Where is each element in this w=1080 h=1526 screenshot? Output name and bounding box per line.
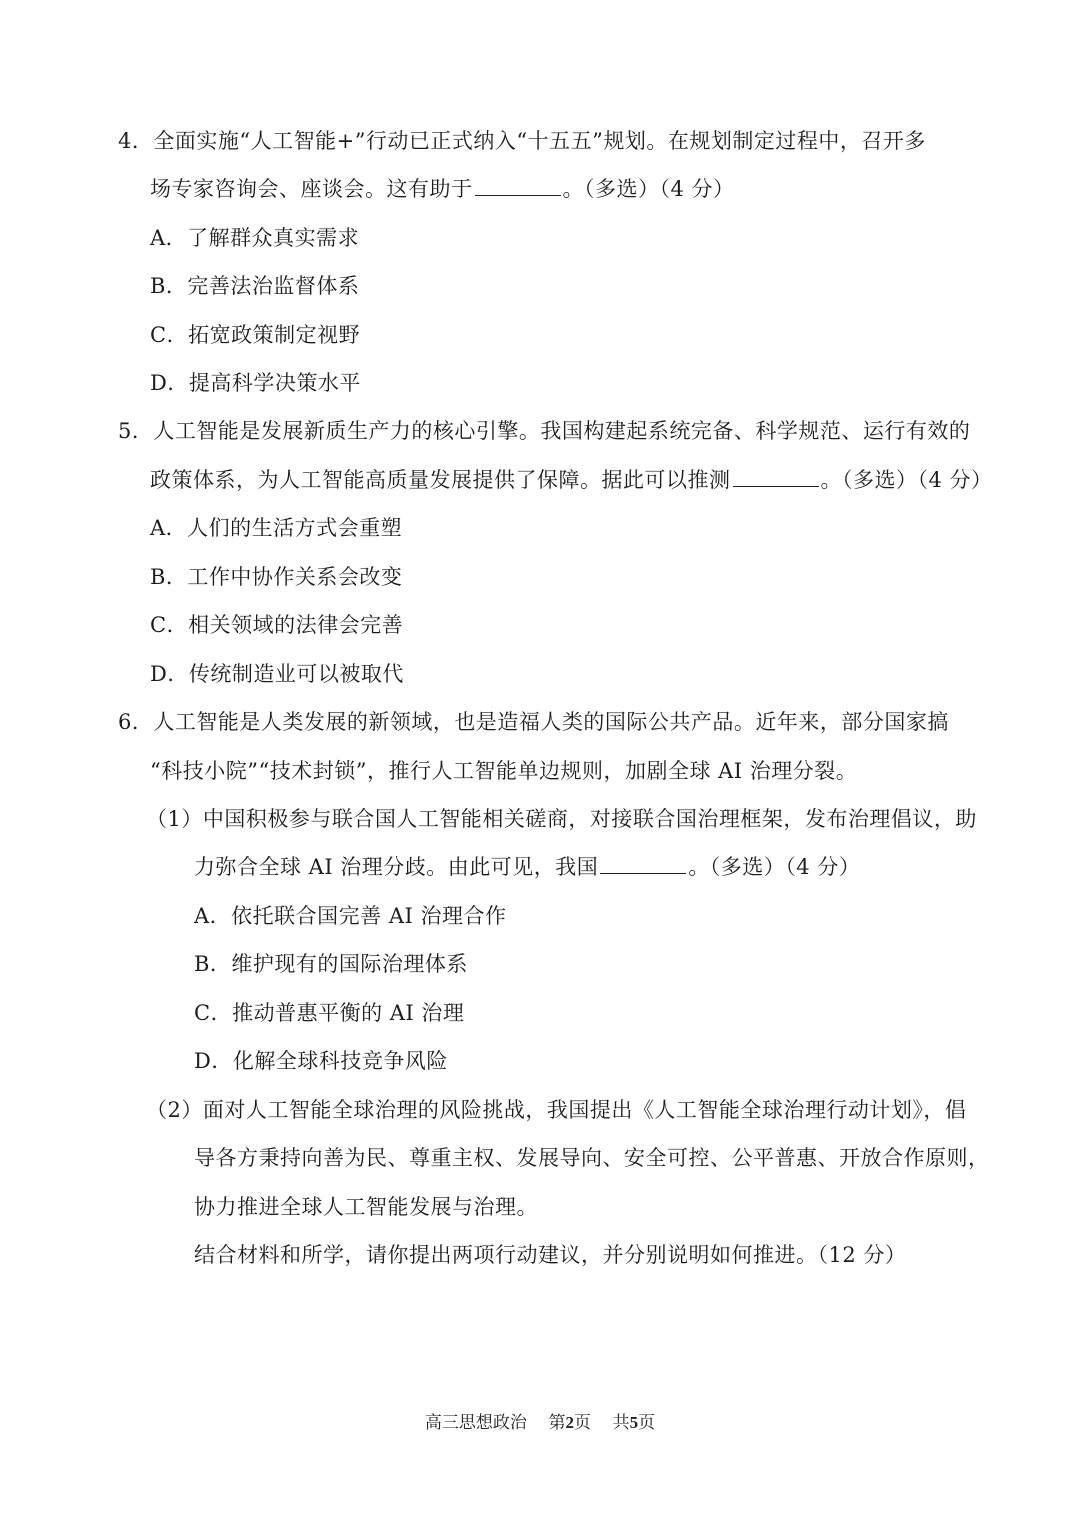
q4-stem-line1: 4．全面实施“人工智能+”行动已正式纳入“十五五”规划。在规划制定过程中，召开多 xyxy=(118,129,926,153)
q6-stem-line2: “科技小院”“技术封锁”，推行人工智能单边规则，加剧全球 AI 治理分裂。 xyxy=(150,759,858,783)
q5-option-a: A．人们的生活方式会重塑 xyxy=(150,516,403,540)
q5-stem-line1: 5．人工智能是发展新质生产力的核心引擎。我国构建起系统完备、科学规范、运行有效的 xyxy=(118,419,971,443)
q6-sub1-stem-suffix: 。（多选）（4 分） xyxy=(688,855,861,879)
q6-sub1-option-b: B．维护现有的国际治理体系 xyxy=(194,952,468,976)
q4-option-a: A．了解群众真实需求 xyxy=(150,226,360,250)
footer-page-label-post: 页 xyxy=(574,1413,591,1433)
q6-sub1-answer-blank xyxy=(600,853,686,874)
footer-total-pages: 5 xyxy=(629,1413,639,1432)
footer-page-label-pre: 第 xyxy=(548,1413,566,1433)
q6-sub1-option-a: A．依托联合国完善 AI 治理合作 xyxy=(194,904,507,928)
q4-stem-line2 xyxy=(150,174,735,204)
q6-sub2-stem-line1: （2）面对人工智能全球治理的风险挑战，我国提出《人工智能全球治理行动计划》，倡 xyxy=(146,1098,967,1122)
q4-option-b: B．完善法治监督体系 xyxy=(150,274,360,298)
q5-option-d: D．传统制造业可以被取代 xyxy=(150,662,404,686)
q6-sub1-option-d: D．化解全球科技竞争风险 xyxy=(194,1049,448,1073)
footer-page-number: 2 xyxy=(565,1413,574,1432)
q6-sub1-stem-line1: （1）中国积极参与联合国人工智能相关磋商，对接联合国治理框架，发布治理倡议，助 xyxy=(146,807,977,831)
q6-sub1-option-c: C．推动普惠平衡的 AI 治理 xyxy=(194,1001,465,1025)
q6-stem-line1: 6．人工智能是人类发展的新领域，也是造福人类的国际公共产品。近年来，部分国家搞 xyxy=(118,710,949,734)
footer-total-pre: 共 xyxy=(612,1413,630,1433)
q4-answer-blank xyxy=(475,175,561,196)
footer-total-post: 页 xyxy=(638,1413,656,1433)
q5-option-b: B．工作中协作关系会改变 xyxy=(150,565,403,589)
q6-sub1-stem-text: 力弥合全球 AI 治理分歧。由此可见，我国 xyxy=(194,855,599,879)
q5-option-c: C．相关领域的法律会完善 xyxy=(150,613,404,637)
q4-option-c: C．拓宽政策制定视野 xyxy=(150,323,361,347)
q4-stem-suffix: 。（多选）（4 分） xyxy=(562,177,735,201)
q5-stem-suffix: 。（多选）（4 分） xyxy=(820,468,993,492)
q6-sub2-stem-line3: 协力推进全球人工智能发展与治理。 xyxy=(194,1195,538,1219)
q4-stem-text: 场专家咨询会、座谈会。这有助于 xyxy=(150,177,473,201)
q6-sub2-stem-line2: 导各方秉持向善为民、尊重主权、发展导向、安全可控、公平普惠、开放合作原则， xyxy=(194,1146,990,1170)
footer-subject: 高三思想政治 xyxy=(424,1413,527,1433)
q5-answer-blank xyxy=(733,466,819,487)
q4-option-d: D．提高科学决策水平 xyxy=(150,371,361,395)
q6-sub2-prompt: 结合材料和所学，请你提出两项行动建议，并分别说明如何推进。（12 分） xyxy=(194,1243,907,1267)
q5-stem-line2 xyxy=(150,465,993,495)
q5-stem-text: 政策体系，为人工智能高质量发展提供了保障。据此可以推测 xyxy=(150,468,731,492)
q6-sub1-stem-line2 xyxy=(194,852,860,882)
page-footer xyxy=(0,1410,1080,1436)
